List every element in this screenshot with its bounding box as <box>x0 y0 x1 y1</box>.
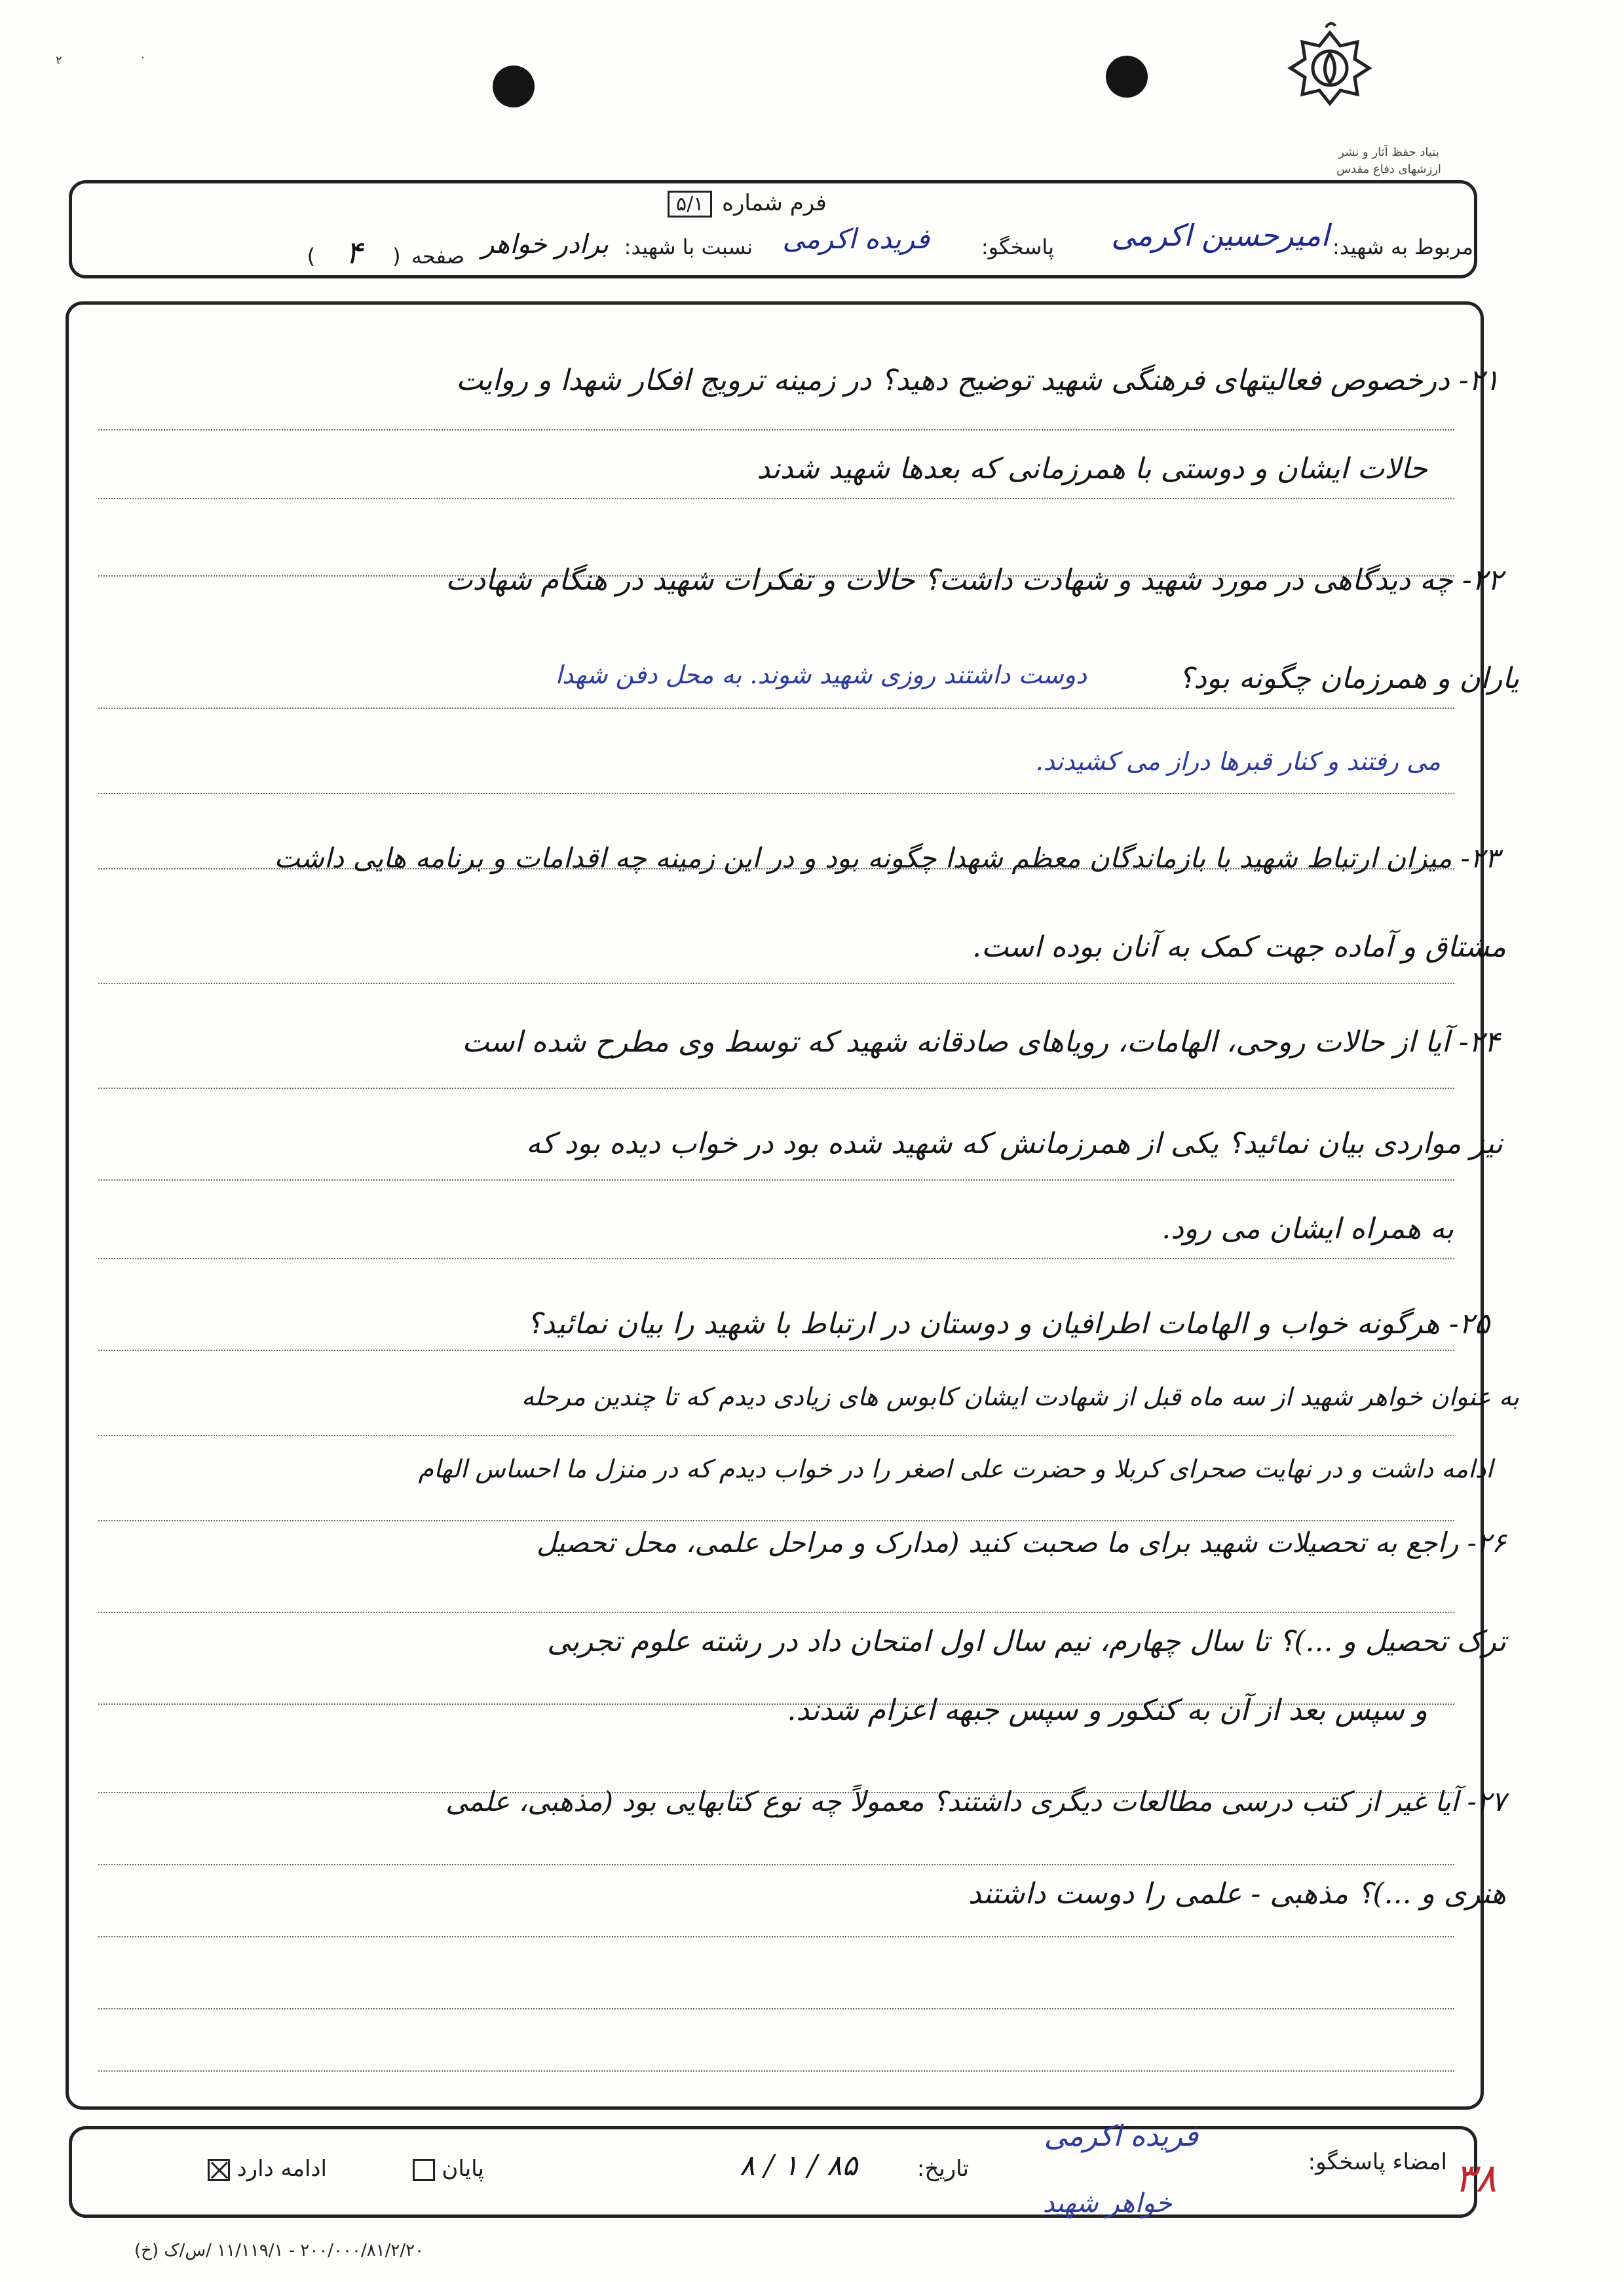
page-close-paren: ) <box>307 244 316 269</box>
date-value: ۸۵ / ۱ / ۸ <box>739 2149 858 2182</box>
question-27-line-2: هنری و ...)؟ مذهبی - علمی را دوست داشتند <box>968 1877 1506 1911</box>
end-option <box>413 2156 484 2182</box>
ruled-line <box>98 1088 1454 1089</box>
end-label: پایان <box>442 2156 484 2182</box>
punch-hole-left <box>493 66 535 107</box>
print-code: (خ) ۲۰۰/۰۰۰/۸۱/۲/۲۰ - ۱۱/۱۱۹/۱ /س/ک <box>134 2241 425 2260</box>
relation-value: برادر خواهر <box>482 229 609 259</box>
ruled-line <box>98 708 1454 709</box>
answer-25-line-2: ادامه داشت و در نهایت صحرای کربلا و حضرت علی اصغر را در خواب دیدم که در منزل ما احساس الهام <box>418 1455 1493 1483</box>
respondent-name: فریده اکرمی <box>782 223 930 255</box>
question-26-line-1: ۲۶- راجع به تحصیلات شهید برای ما صحبت کنید (مدارک و مراحل علمی، محل تحصیل <box>536 1527 1506 1559</box>
continue-label: ادامه دارد <box>236 2156 327 2182</box>
martyr-name: امیرحسین اکرمی <box>1111 218 1329 253</box>
question-22-line-2: یاران و همرزمان چگونه بود؟ <box>1178 662 1519 695</box>
question-24-line-1: ۲۴- آیا از حالات روحی، الهامات، رویاهای صادقانه شهید که توسط وی مطرح شده است <box>462 1025 1500 1059</box>
date-label: تاریخ: <box>916 2156 969 2182</box>
respondent-label: پاسخگو: <box>981 235 1054 259</box>
martyr-label: مربوط به شهید: <box>1332 235 1473 259</box>
ruled-line <box>98 1936 1454 1937</box>
ruled-line <box>98 2008 1454 2009</box>
ruled-line <box>98 429 1454 430</box>
punch-hole-right <box>1106 56 1148 98</box>
ruled-line <box>98 1258 1454 1259</box>
answer-23-line-1: مشتاق و آماده جهت کمک به آنان بوده است. <box>972 930 1506 964</box>
ruled-line <box>98 1179 1454 1181</box>
ruled-line <box>98 498 1454 499</box>
answer-25-line-1: به عنوان خواهر شهید از سه ماه قبل از شهادت ایشان کابوس های زیادی دیدم که تا چندین مرحله <box>521 1382 1519 1411</box>
question-27-line-1: ۲۷- آیا غیر از کتب درسی مطالعات دیگری داشتند؟ معمولاً چه نوع کتابهایی بود (مذهبی، علمی <box>445 1785 1506 1817</box>
end-checkbox[interactable] <box>413 2159 435 2181</box>
continue-option <box>208 2156 327 2182</box>
ruled-line <box>98 793 1454 794</box>
respondent-signature: فریده اکرمی <box>1044 2120 1198 2153</box>
question-25-line-1: ۲۵- هرگونه خواب و الهامات اطرافیان و دوستان در ارتباط با شهید را بیان نمائید؟ <box>526 1307 1490 1341</box>
question-24-line-2: نیز مواردی بیان نمائید؟ یکی از همرزمانش که شهید شده بود در خواب دیده بود که <box>525 1127 1503 1160</box>
question-21-line-1: ۲۱- درخصوص فعالیتهای فرهنگی شهید توضیح دهید؟ در زمینه ترویج افکار شهدا و روایت <box>456 364 1500 397</box>
signature-relation: خواهر شهید <box>1042 2188 1172 2218</box>
ruled-line <box>98 1520 1454 1521</box>
page-label: صفحه <box>411 244 464 269</box>
stray-mark-2: · <box>141 51 145 65</box>
page-number: ۴ <box>345 235 362 271</box>
continue-checkbox[interactable] <box>208 2159 230 2181</box>
form-number-value: ۵/۱ <box>668 191 712 218</box>
stray-mark: ۲ <box>56 54 62 67</box>
ruled-line <box>98 983 1454 984</box>
ruled-line <box>98 1612 1454 1613</box>
question-22-line-1: ۲۲- چه دیدگاهی در مورد شهید و شهادت داشت؟ حالات و تفکرات شهید در هنگام شهادت <box>445 563 1503 597</box>
martyr-field <box>1332 235 1473 259</box>
question-21-line-2: حالات ایشان و دوستی با همرزمانی که بعدها شهید شدند <box>757 452 1427 485</box>
answer-24-line-2: به همراه ایشان می رود. <box>1161 1212 1454 1246</box>
form-title-label: فرم شماره <box>722 190 827 216</box>
question-23-line-1: ۲۳- میزان ارتباط شهید با بازماندگان معظم شهدا چگونه بود و در این زمینه چه اقدامات و برنامه هایی داشت <box>274 842 1500 874</box>
corner-mark: ۳۸ <box>1454 2156 1497 2201</box>
form-number <box>665 190 827 218</box>
organization-name: بنیاد حفظ آثار و نشر ارزشهای دفاع مقدس <box>1336 145 1441 176</box>
ruled-line <box>98 1435 1454 1436</box>
relation-label: نسبت با شهید: <box>624 235 753 259</box>
signature-label: امضاء پاسخگو: <box>1308 2149 1447 2175</box>
answer-22-line-1: دوست داشتند روزی شهید شوند. به محل دفن شهدا <box>555 660 1087 689</box>
ruled-line <box>98 1350 1454 1351</box>
question-26-line-2: ترک تحصیل و ...)؟ تا سال چهارم، نیم سال اول امتحان داد در رشته علوم تجربی <box>547 1625 1506 1658</box>
organization-logo <box>1277 20 1382 151</box>
page-open-paren: ( <box>392 244 401 269</box>
answer-22-line-2: می رفتند و کنار قبرها دراز می کشیدند. <box>1035 747 1441 776</box>
answer-26-line-3: و سپس بعد از آن به کنکور و سپس جبهه اعزام شدند. <box>787 1694 1427 1727</box>
ruled-line <box>98 1864 1454 1865</box>
page-field <box>303 235 464 271</box>
ruled-line <box>98 2070 1454 2072</box>
